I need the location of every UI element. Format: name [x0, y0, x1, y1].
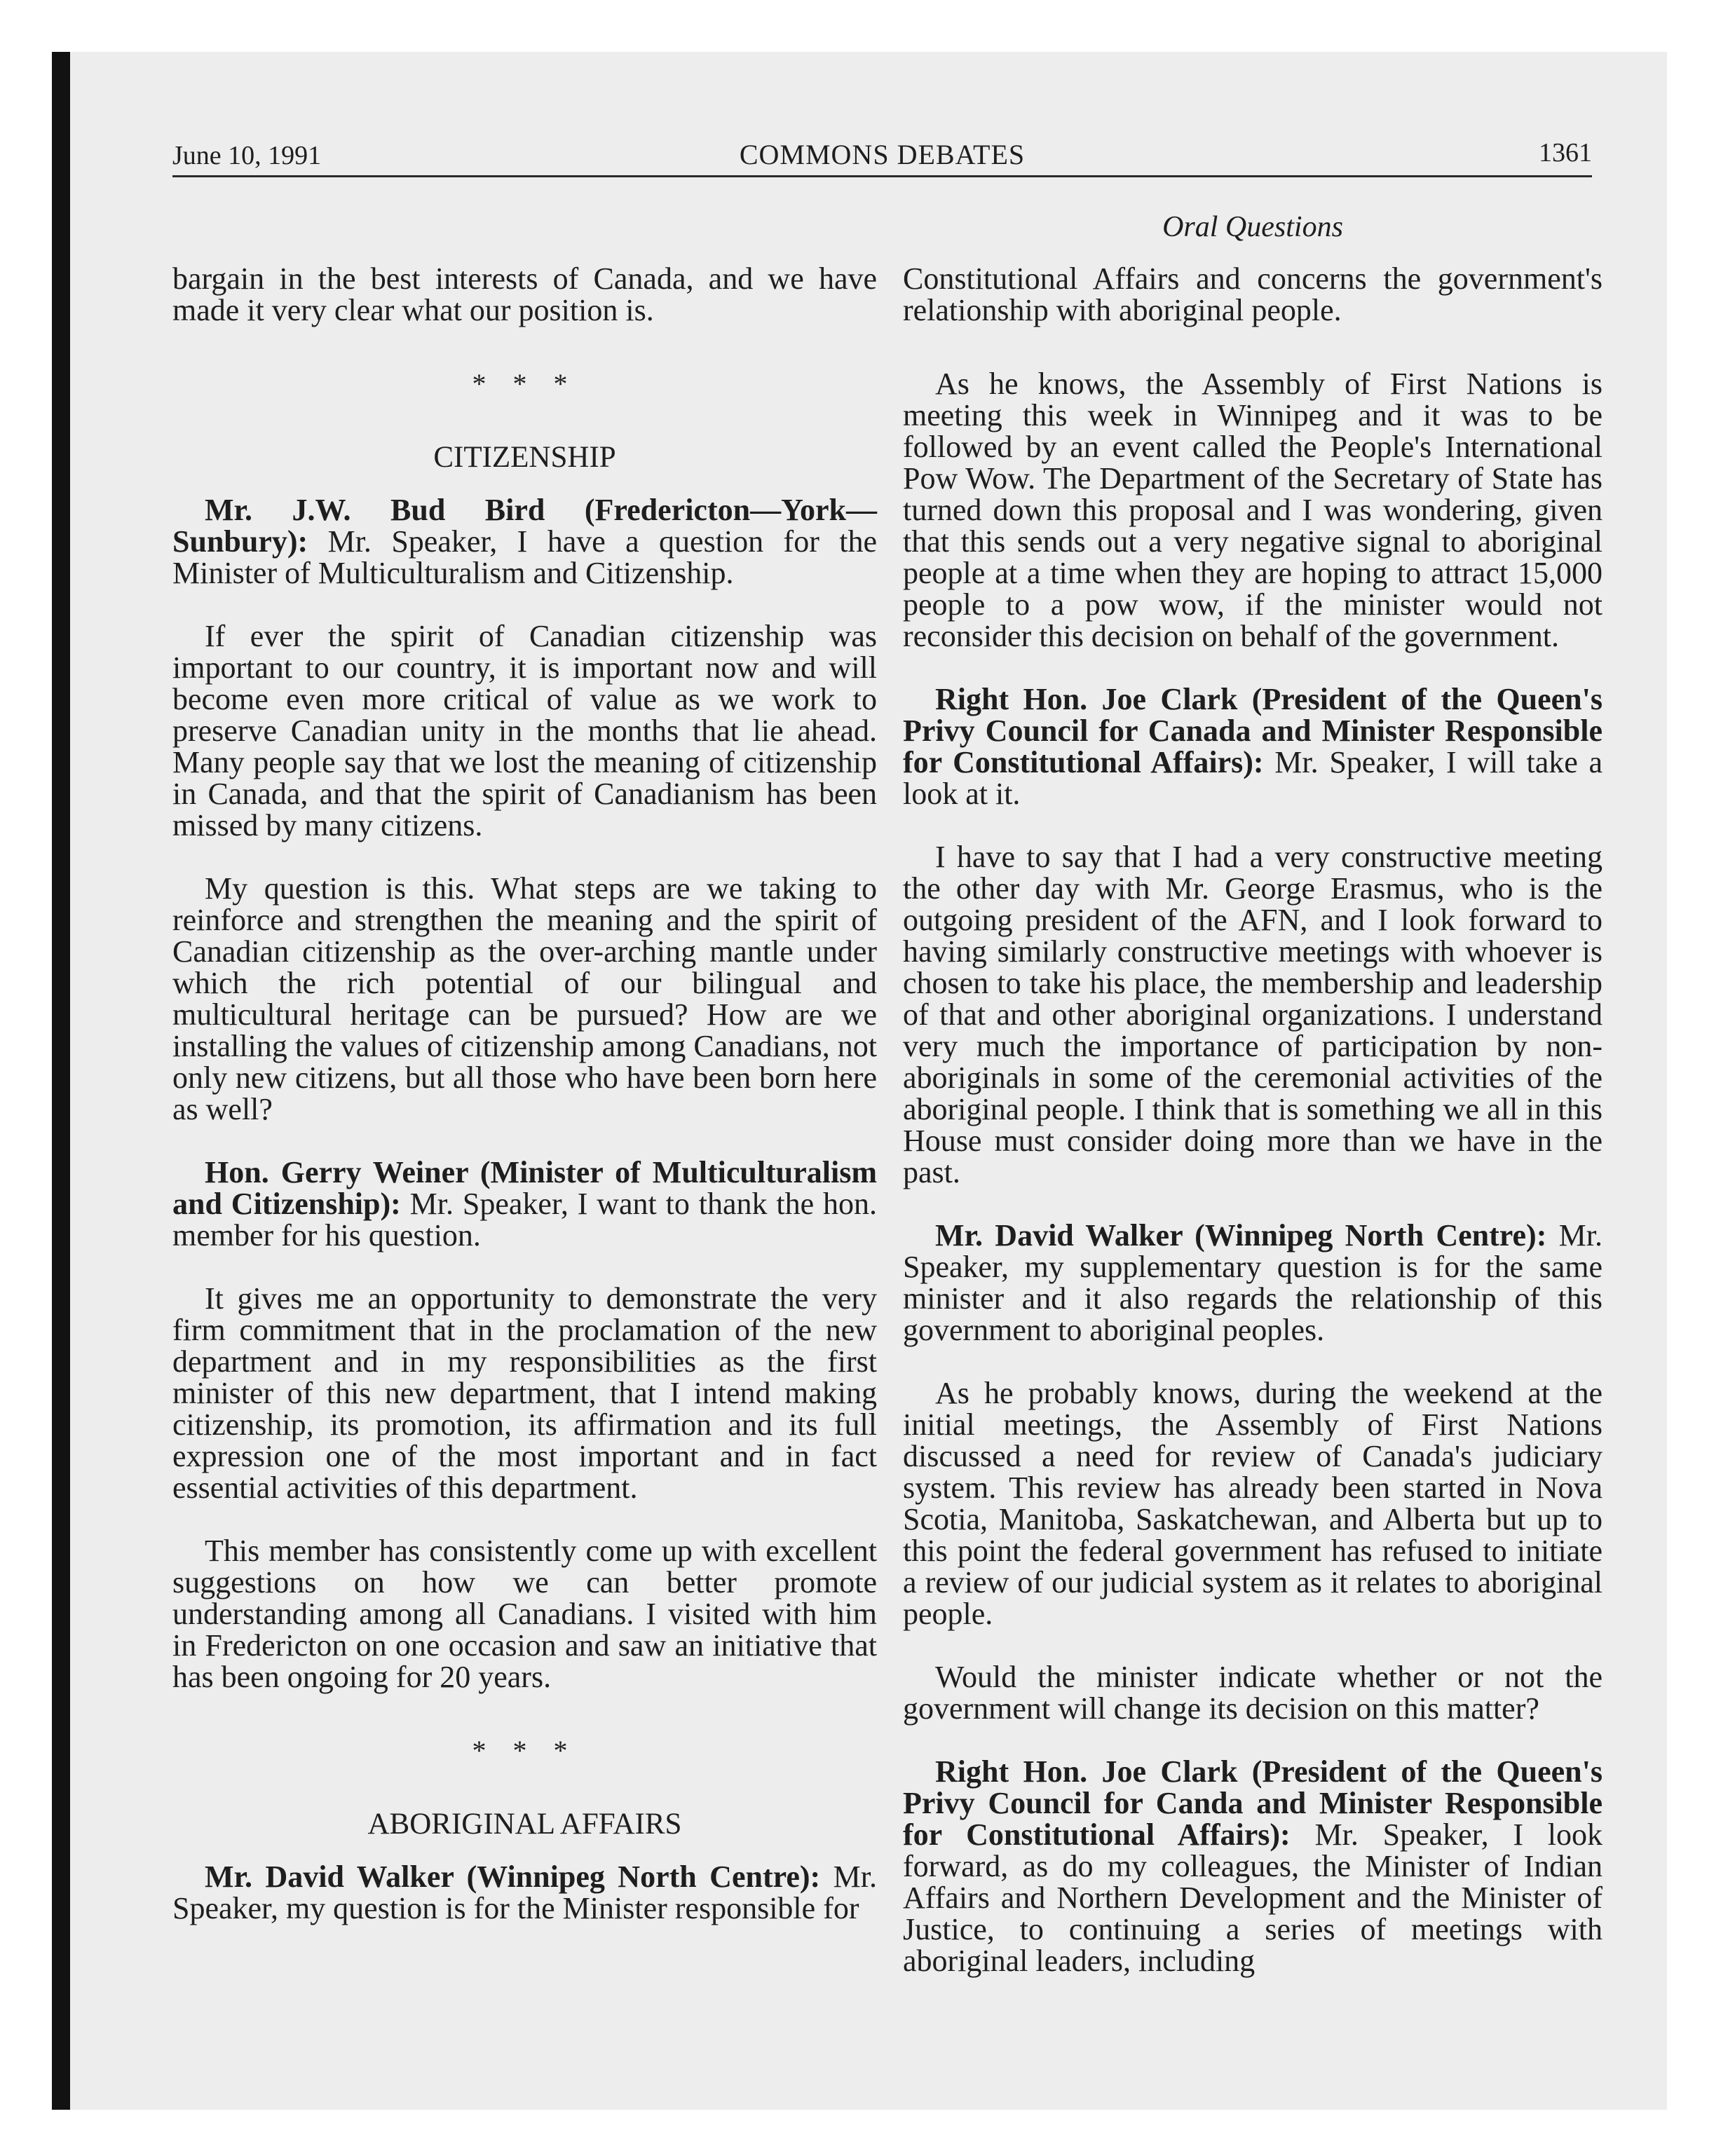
header-page-number: 1361: [1539, 138, 1592, 168]
section-separator: * * *: [472, 368, 578, 400]
paragraph: I have to say that I had a very constructive meeting the other day with Mr. George Erasmus, who is the outgoing president of the AFN, and I look forward to having similarly constructive meetings with whoever is chosen to take his place, the membership and leadership of that and other aboriginal organizations. I understand very much the importance of participation by non-aboriginals in some of the ceremonial activities of the aboriginal people. I think that is something we all in this House must consider doing more than we have in the past.: [903, 840, 1603, 1189]
paragraph: If ever the spirit of Canadian citizenship was important to our country, it is important now and will become even more critical of value as we work to preserve Canadian unity in the months that lie ahead. Many people say that we lost the meaning of citizenship in Canada, and that the spirit of Canadianism has been missed by many citizens.: [172, 619, 877, 842]
left-column: [172, 263, 877, 1956]
section-separator: * * *: [472, 1735, 578, 1766]
section-heading: ABORIGINAL AFFAIRS: [367, 1808, 682, 1841]
speech-text: Mr. Speaker, I have a question for the Minister of Multiculturalism and Citizenship.: [172, 524, 877, 590]
paragraph: It gives me an opportunity to demonstrate the very firm commitment that in the proclamation of the new department and in my responsibilities as the first minister of this new department, that I intend making citizenship, its promotion, its affirmation and its full expression one of the most important and in fact essential activities of this department.: [172, 1281, 877, 1505]
speaker-name: Mr. J.W. Bud Bird (Fredericton—York—Sunbury):: [172, 493, 877, 559]
speaker-paragraph: [172, 1861, 877, 1924]
speaker-name: Right Hon. Joe Clark (President of the Queen's Privy Council for Canda and Minister Responsible for Constitutional Affairs):: [903, 1754, 1603, 1852]
speaker-paragraph: [903, 683, 1603, 810]
paragraph: My question is this. What steps are we taking to reinforce and strengthen the meaning and the spirit of Canadian citizenship as the over-arching mantle under which the rich potential of our bilingual and multicultural heritage can be pursued? How are we installing the values of citizenship among Canadians, not only new citizens, but all those who have been born here as well?: [172, 871, 877, 1126]
section-heading: CITIZENSHIP: [433, 441, 616, 474]
speech-text: Mr. Speaker, my supplementary question is for the same minister and it also regards the relationship of this government to aboriginal peoples.: [903, 1218, 1603, 1347]
speaker-name: Hon. Gerry Weiner (Minister of Multiculturalism and Citizenship):: [172, 1155, 877, 1221]
speaker-name: Mr. David Walker (Winnipeg North Centre):: [935, 1218, 1547, 1253]
paragraph: bargain in the best interests of Canada, and we have made it very clear what our position is.: [172, 261, 877, 327]
speaker-paragraph: [172, 1157, 877, 1251]
paragraph: Constitutional Affairs and concerns the government's relationship with aboriginal people.: [903, 261, 1603, 327]
speech-text: Mr. Speaker, I will take a look at it.: [903, 745, 1603, 811]
speech-text: Mr. Speaker, I want to thank the hon. member for his question.: [172, 1187, 877, 1253]
header-date: June 10, 1991: [172, 141, 322, 170]
paragraph: This member has consistently come up with excellent suggestions on how we can better promote understanding among all Canadians. I visited with him in Fredericton on one occasion and saw an initiative that has been ongoing for 20 years.: [172, 1534, 877, 1694]
page-header: [172, 133, 1592, 177]
paragraph: Would the minister indicate whether or not the government will change its decision on this matter?: [903, 1660, 1603, 1726]
header-title: COMMONS DEBATES: [739, 139, 1026, 170]
paragraph: As he probably knows, during the weekend at the initial meetings, the Assembly of First Nations discussed a need for review of Canada's judiciary system. This review has already been started in Nova Scotia, Manitoba, Saskatchewan, and Alberta but up to this point the federal government has refused to initiate a review of our judicial system as it relates to aboriginal people.: [903, 1376, 1603, 1631]
speech-text: Mr. Speaker, my question is for the Minister responsible for: [172, 1860, 877, 1925]
speaker-paragraph: [903, 1220, 1603, 1346]
speaker-name: Right Hon. Joe Clark (President of the Queen's Privy Council for Canada and Minister Responsible for Constitutional Affairs):: [903, 682, 1603, 779]
section-label: Oral Questions: [1162, 211, 1343, 243]
speaker-paragraph: [172, 494, 877, 589]
paragraph: As he knows, the Assembly of First Nations is meeting this week in Winnipeg and it was to be followed by an event called the People's International Pow Wow. The Department of the Secretary of State has turned down this proposal and I was wondering, given that this sends out a very negative signal to aboriginal people at a time when they are hoping to attract 15,000 people to a pow wow, if the minister would not reconsider this decision on behalf of the government.: [903, 367, 1603, 653]
speech-text: Mr. Speaker, I look forward, as do my colleagues, the Minister of Indian Affairs and Northern Development and the Minister of Justice, to continuing a series of meetings with aboriginal leaders, including: [903, 1817, 1603, 1978]
speaker-name: Mr. David Walker (Winnipeg North Centre):: [205, 1860, 821, 1894]
right-column: [903, 263, 1603, 2008]
speaker-paragraph: [903, 1756, 1603, 1977]
scan-edge-bar: [52, 52, 70, 2110]
